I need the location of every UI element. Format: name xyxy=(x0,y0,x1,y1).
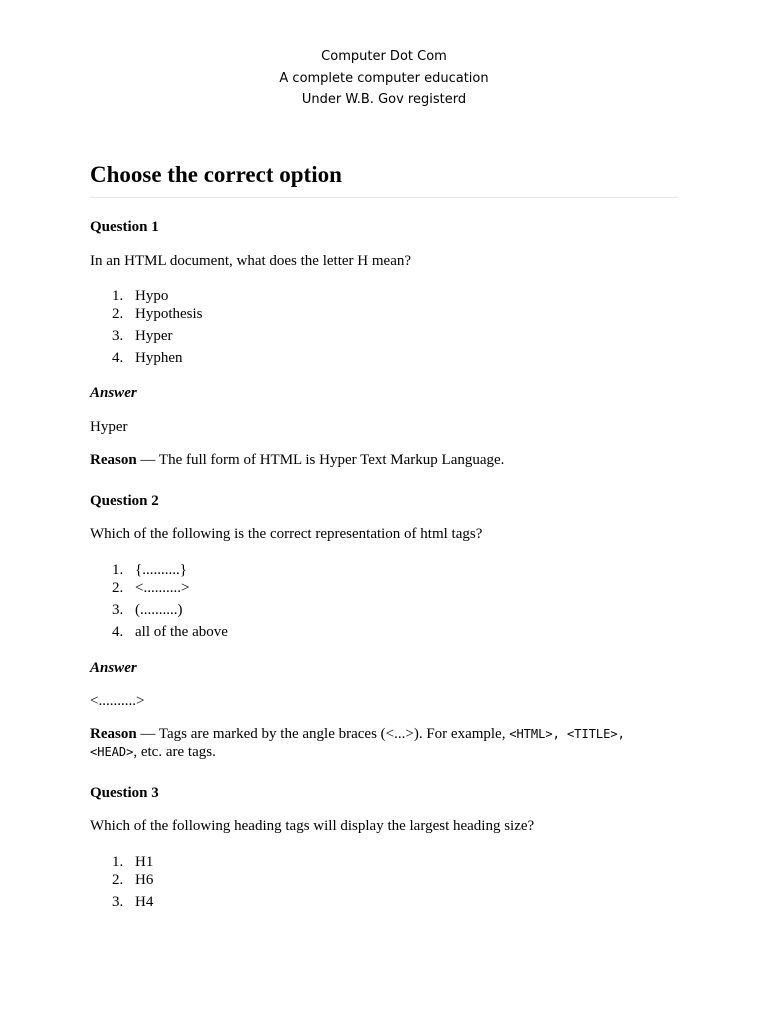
question-heading: Question 2 xyxy=(90,493,159,509)
reason-body: — Tags are marked by the angle braces (<...>). For example, xyxy=(136,726,510,742)
question-heading: Question 1 xyxy=(90,219,159,235)
option-text: Hyphen xyxy=(135,350,183,366)
page-title: Choose the correct option xyxy=(90,158,678,198)
option-number: 3. xyxy=(112,328,124,344)
option-text: (..........) xyxy=(135,602,183,618)
question-text: Which of the following heading tags will display the largest heading size? xyxy=(90,818,535,834)
option-number: 3. xyxy=(112,602,124,618)
answer-text: <..........> xyxy=(90,693,145,709)
option-item xyxy=(90,579,678,597)
option-number: 3. xyxy=(112,894,124,910)
answer-heading: Answer xyxy=(90,660,137,676)
question-text: Which of the following is the correct representation of html tags? xyxy=(90,526,483,542)
question-block xyxy=(90,218,678,469)
option-number: 1. xyxy=(112,562,124,578)
option-item xyxy=(90,871,678,889)
option-text: H1 xyxy=(135,854,154,870)
option-number: 1. xyxy=(112,288,124,304)
option-text: {..........} xyxy=(135,562,187,578)
reason-body: — The full form of HTML is Hyper Text Markup Language. xyxy=(136,452,505,468)
option-item xyxy=(90,853,678,871)
option-text: Hyper xyxy=(135,328,173,344)
answer-heading: Answer xyxy=(90,385,137,401)
option-text: <..........> xyxy=(135,580,190,596)
option-item xyxy=(90,893,678,911)
document-body xyxy=(90,158,678,911)
reason-code-head: <HEAD> xyxy=(90,745,134,759)
option-number: 2. xyxy=(112,580,124,596)
reason-text xyxy=(90,451,678,469)
option-item xyxy=(90,287,678,305)
option-item xyxy=(90,349,678,367)
option-item xyxy=(90,601,678,619)
question-block xyxy=(90,784,678,911)
option-text: Hypothesis xyxy=(135,306,203,322)
option-item xyxy=(90,327,678,345)
reason-end: , etc. are tags. xyxy=(133,744,216,760)
options-list xyxy=(90,287,678,367)
option-number: 2. xyxy=(112,872,124,888)
option-text: H6 xyxy=(135,872,154,888)
option-item xyxy=(90,623,678,641)
header-line-institute: Computer Dot Com xyxy=(321,49,447,64)
reason-label: Reason xyxy=(90,726,137,742)
header-line-registration: Under W.B. Gov registerd xyxy=(301,92,467,108)
reason-code-tags: <HTML>, <TITLE>, xyxy=(509,727,625,741)
option-text: Hypo xyxy=(135,288,169,304)
option-text: H4 xyxy=(135,894,154,910)
options-list xyxy=(90,561,678,641)
option-number: 2. xyxy=(112,306,124,322)
question-heading: Question 3 xyxy=(90,785,159,801)
answer-text: Hyper xyxy=(90,419,128,435)
option-number: 4. xyxy=(112,624,124,640)
options-list xyxy=(90,853,678,911)
option-number: 4. xyxy=(112,350,124,366)
question-text: In an HTML document, what does the letter H mean? xyxy=(90,253,412,269)
page-header xyxy=(0,46,768,111)
option-text: all of the above xyxy=(135,624,228,640)
question-block xyxy=(90,492,678,761)
reason-text xyxy=(90,725,678,761)
reason-label: Reason xyxy=(90,452,137,468)
option-item xyxy=(90,305,678,323)
option-number: 1. xyxy=(112,854,124,870)
header-line-tagline: A complete computer education xyxy=(279,70,489,86)
option-item xyxy=(90,561,678,579)
